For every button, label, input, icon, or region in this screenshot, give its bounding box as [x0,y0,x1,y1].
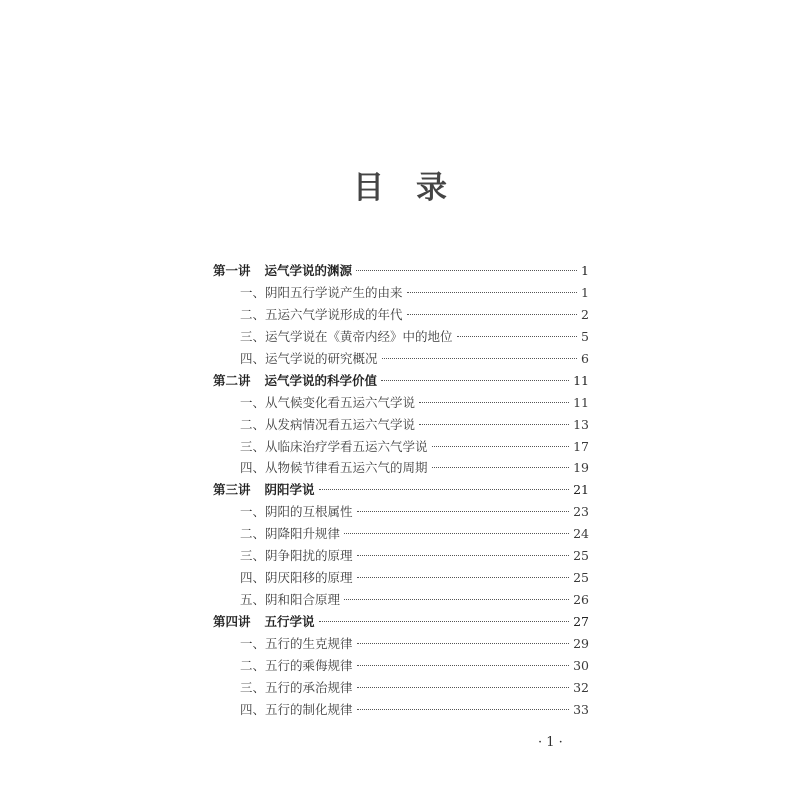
dot-leader [381,380,569,381]
entry-page-number: 1 [581,284,589,300]
entry-title: 二、五运六气学说形成的年代 [240,306,403,322]
entry-page-number: 33 [573,701,589,717]
entry-page-number: 6 [581,350,589,366]
entry-title: 运气学说的渊源 [264,263,353,278]
toc-chapter-entry[interactable] [213,260,589,282]
toc-section-entry[interactable] [213,414,589,436]
dot-leader [356,270,577,271]
dot-leader [357,511,570,512]
entry-title: 二、五行的乘侮规律 [240,657,353,673]
entry-page-number: 29 [573,635,589,651]
toc-section-entry[interactable] [213,304,589,326]
dot-leader [319,621,570,622]
entry-page-number: 24 [573,526,589,542]
chapter-number: 第四讲 [213,614,251,629]
entry-title: 三、从临床治疗学看五运六气学说 [240,438,428,454]
dot-leader [357,687,570,688]
toc-section-entry[interactable] [213,523,589,545]
dot-leader [344,599,569,600]
toc-section-entry[interactable] [213,677,589,699]
chapter-number: 第二讲 [213,372,251,388]
entry-title: 四、从物候节律看五运六气的周期 [240,460,428,476]
entry-title: 二、阴降阳升规律 [240,526,341,542]
page-number: · 1 · [538,735,563,750]
entry-page-number: 2 [581,306,589,322]
table-of-contents [213,260,589,721]
title-char: 录 [416,170,447,206]
entry-page-number: 23 [573,504,589,520]
entry-page-number: 11 [573,372,589,388]
dot-leader [357,709,570,710]
entry-page-number: 27 [573,614,589,629]
entry-title: 一、五行的生克规律 [240,635,353,651]
entry-page-number: 17 [573,438,589,454]
chapter-number: 第三讲 [213,482,251,498]
entry-title: 三、五行的承治规律 [240,679,353,695]
toc-section-entry[interactable] [213,457,589,479]
entry-page-number: 32 [573,679,589,695]
entry-title: 一、从气候变化看五运六气学说 [240,394,416,410]
dot-leader [457,336,577,337]
entry-page-number: 26 [573,592,589,608]
dot-leader [357,577,570,578]
page-title [0,162,800,207]
dot-leader [357,665,570,666]
entry-title: 四、运气学说的研究概况 [240,350,378,366]
toc-section-entry[interactable] [213,326,589,348]
entry-title: 三、运气学说在《黄帝内经》中的地位 [240,328,453,344]
entry-title: 三、阴争阳扰的原理 [240,548,353,564]
entry-page-number: 5 [581,328,589,344]
toc-chapter-entry[interactable] [213,370,589,392]
toc-section-entry[interactable] [213,589,589,611]
entry-title: 运气学说的科学价值 [264,372,378,388]
dot-leader [407,292,577,293]
entry-page-number: 1 [581,263,589,278]
dot-leader [382,358,577,359]
entry-title: 五、阴和阳合原理 [240,592,341,608]
dot-leader [344,533,569,534]
dot-leader [432,467,570,468]
chapter-number: 第一讲 [213,263,251,278]
entry-page-number: 25 [573,570,589,586]
toc-section-entry[interactable] [213,633,589,655]
toc-chapter-entry[interactable] [213,611,589,633]
dot-leader [357,643,570,644]
toc-section-entry[interactable] [213,501,589,523]
dot-leader [407,314,577,315]
title-char: 目 [353,170,384,206]
entry-page-number: 21 [573,482,589,498]
entry-title: 四、五行的制化规律 [240,701,353,717]
dot-leader [357,555,570,556]
toc-chapter-entry[interactable] [213,479,589,501]
toc-section-entry[interactable] [213,567,589,589]
toc-section-entry[interactable] [213,545,589,567]
entry-title: 阴阳学说 [264,482,315,498]
dot-leader [419,424,569,425]
toc-section-entry[interactable] [213,699,589,721]
toc-section-entry[interactable] [213,348,589,370]
entry-title: 二、从发病情况看五运六气学说 [240,416,416,432]
entry-title: 四、阴厌阳移的原理 [240,570,353,586]
dot-leader [319,489,570,490]
toc-section-entry[interactable] [213,655,589,677]
toc-section-entry[interactable] [213,436,589,458]
entry-page-number: 25 [573,548,589,564]
entry-page-number: 13 [573,416,589,432]
dot-leader [419,402,569,403]
entry-title: 一、阴阳五行学说产生的由来 [240,284,403,300]
entry-title: 一、阴阳的互根属性 [240,504,353,520]
toc-section-entry[interactable] [213,392,589,414]
entry-page-number: 11 [573,394,589,410]
dot-leader [432,446,570,447]
entry-title: 五行学说 [264,614,315,629]
entry-page-number: 30 [573,657,589,673]
entry-page-number: 19 [573,460,589,476]
toc-section-entry[interactable] [213,282,589,304]
